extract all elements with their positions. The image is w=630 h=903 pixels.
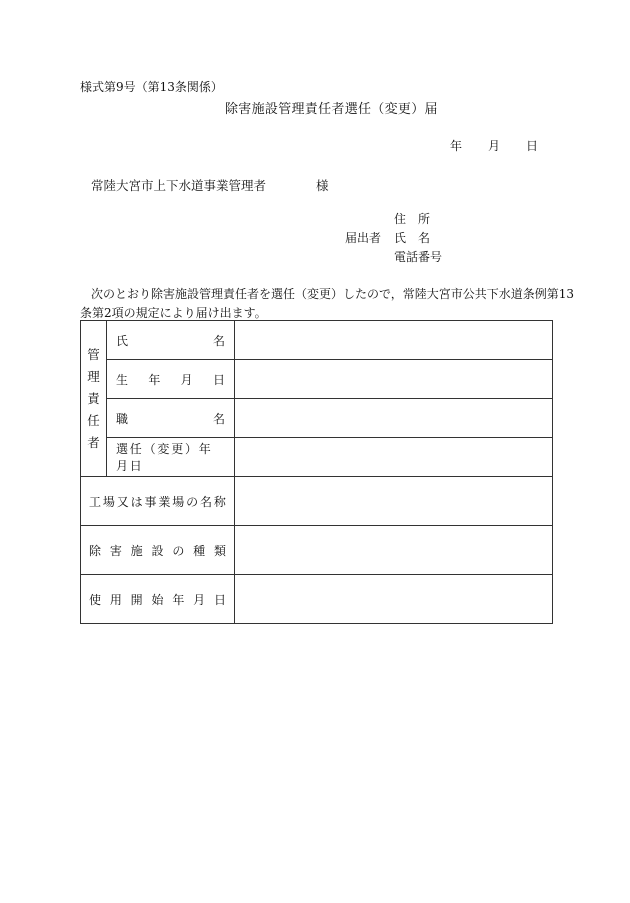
notifier-name-label: 氏 名	[394, 231, 431, 245]
declaration-line-1: 次のとおり除害施設管理責任者を選任（変更）したので，常陸大宮市公共下水道条例第13	[91, 287, 575, 301]
appointment-date-label: 選任（変更）年月日	[107, 438, 235, 477]
notifier-block	[345, 210, 455, 267]
notification-table	[80, 320, 553, 624]
appointment-date-field[interactable]	[235, 438, 553, 477]
recipient	[91, 176, 329, 194]
notifier-address-label: 住 所	[394, 212, 431, 226]
form-number: 様式第9号（第13条関係）	[80, 80, 223, 94]
manager-name-label: 氏 名	[107, 321, 235, 360]
start-date-label: 使 用 開 始 年 月 日	[81, 575, 235, 624]
document-title: 除害施設管理責任者選任（変更）届	[225, 102, 438, 117]
date-day-label: 日	[526, 139, 539, 153]
facility-type-label: 除 害 施 設 の 種 類	[81, 526, 235, 575]
manager-birthdate-field[interactable]	[235, 360, 553, 399]
date-month-label: 月	[488, 139, 501, 153]
factory-name-label: 工 場 又 は 事 業 場 の 名 称	[81, 477, 235, 526]
manager-group-label: 管 理 責 任 者	[81, 321, 107, 477]
submission-date	[450, 137, 538, 154]
manager-birthdate-label: 生 年 月 日	[107, 360, 235, 399]
facility-type-field[interactable]	[235, 526, 553, 575]
manager-position-field[interactable]	[235, 399, 553, 438]
notifier-phone-label: 電話番号	[394, 250, 443, 264]
date-year-label: 年	[450, 139, 463, 153]
recipient-name: 常陸大宮市上下水道事業管理者	[91, 178, 267, 193]
start-date-field[interactable]	[235, 575, 553, 624]
notifier-role: 届出者	[345, 231, 382, 245]
declaration-text	[80, 285, 575, 323]
manager-name-field[interactable]	[235, 321, 553, 360]
manager-position-label: 職 名	[107, 399, 235, 438]
declaration-line-2: 条第2項の規定により届け出ます。	[80, 306, 267, 320]
factory-name-field[interactable]	[235, 477, 553, 526]
recipient-honorific: 様	[316, 178, 329, 193]
